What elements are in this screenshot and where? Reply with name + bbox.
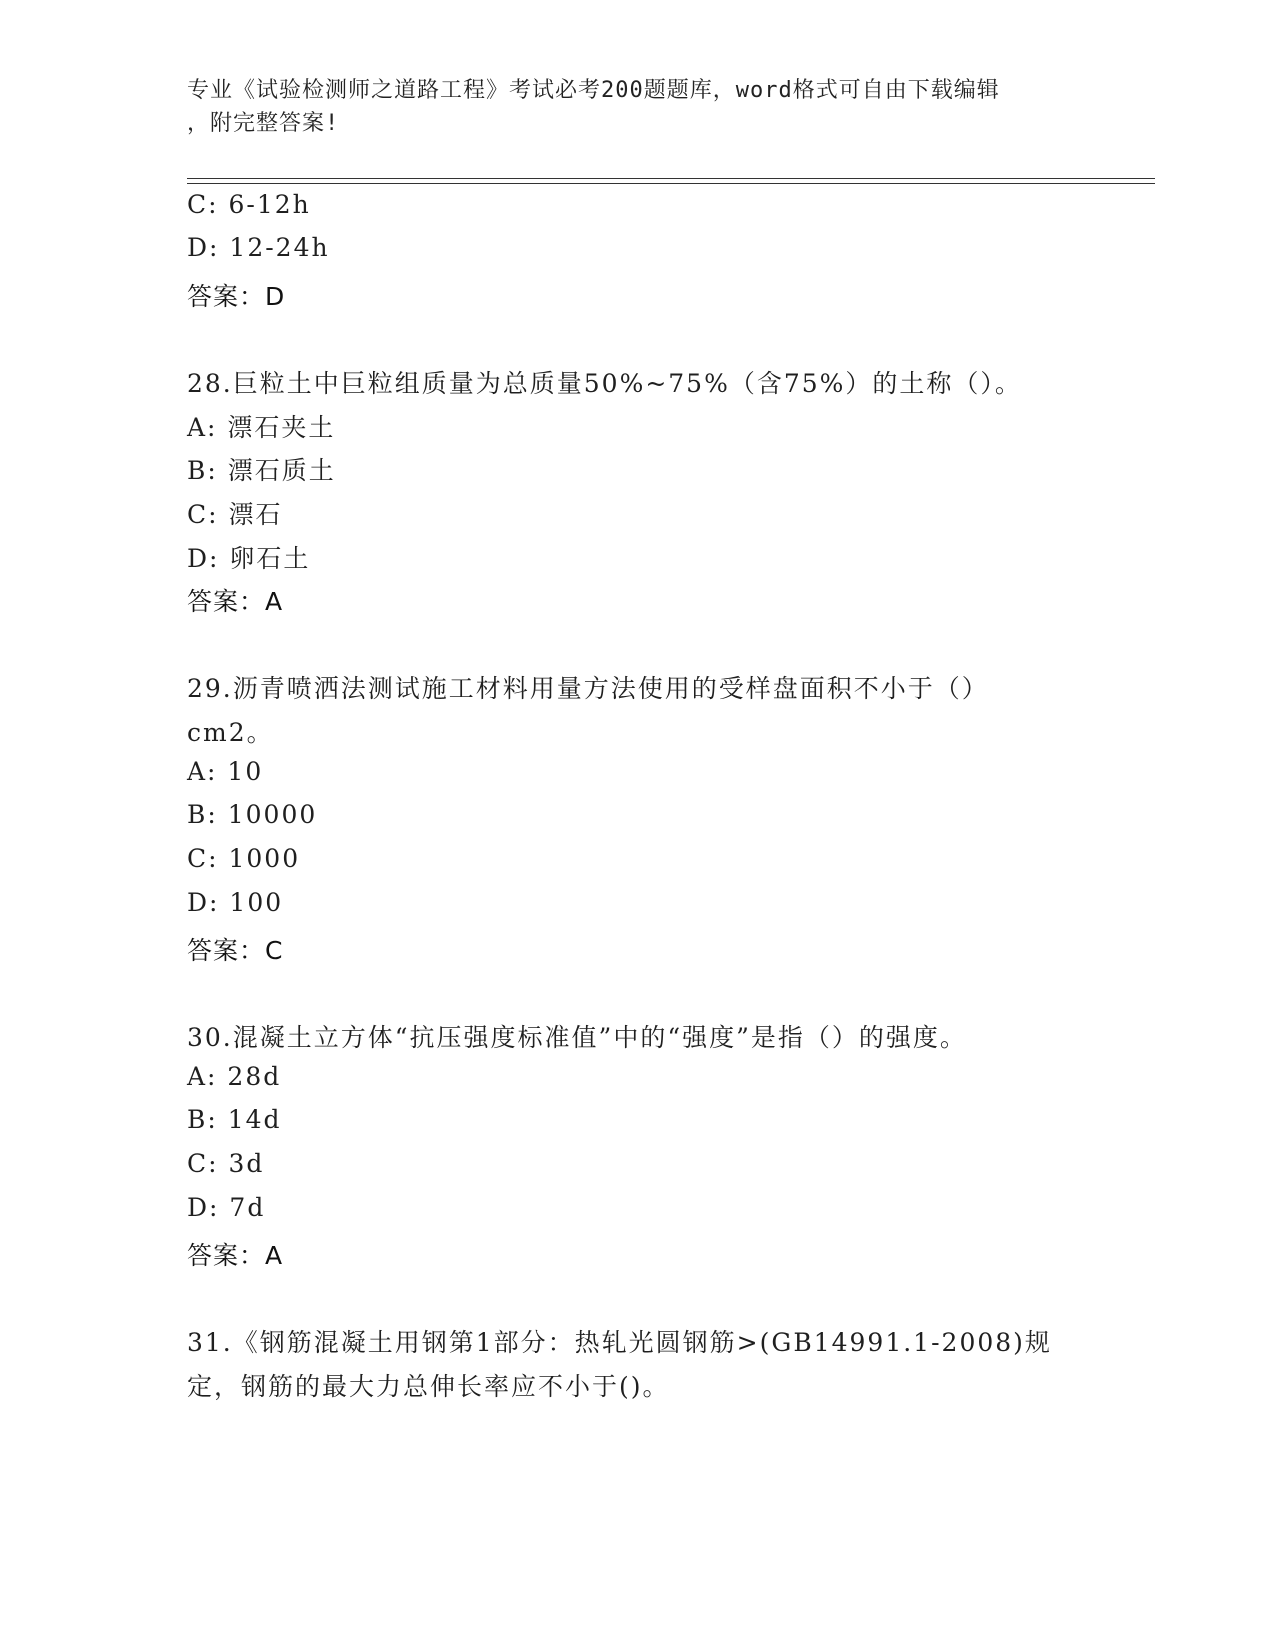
q30-option-a: A: 28d <box>187 1062 282 1091</box>
document-header <box>187 74 1067 140</box>
header-divider-bottom <box>187 183 1155 184</box>
q27-option-c: C: 6-12h <box>187 190 311 219</box>
q28-answer: 答案：A <box>187 587 284 616</box>
q29-stem-line-1: 29.沥青喷洒法测试施工材料用量方法使用的受样盘面积不小于（） <box>187 674 989 703</box>
q31-stem-line-2: 定，钢筋的最大力总伸长率应不小于()。 <box>187 1372 670 1401</box>
q29-option-a: A: 10 <box>187 757 264 786</box>
q30-option-c: C: 3d <box>187 1149 265 1178</box>
q29-option-c: C: 1000 <box>187 844 301 873</box>
q28-option-d: D: 卵石土 <box>187 544 311 573</box>
q29-answer: 答案：C <box>187 936 284 965</box>
header-divider-top <box>187 178 1155 179</box>
header-title-line-2: ，附完整答案! <box>187 111 340 136</box>
q28-option-a: A: 漂石夹土 <box>187 413 336 442</box>
q30-answer: 答案：A <box>187 1241 284 1270</box>
q30-option-b: B: 14d <box>187 1105 282 1134</box>
q31-stem-line-1: 31.《钢筋混凝土用钢第1部分：热轧光圆钢筋>(GB14991.1-2008)规 <box>187 1328 1052 1357</box>
q29-stem-line-2: cm2。 <box>187 718 274 747</box>
q28-option-b: B: 漂石质土 <box>187 456 336 485</box>
q28-option-c: C: 漂石 <box>187 500 283 529</box>
q27-answer: 答案：D <box>187 282 286 311</box>
q29-option-d: D: 100 <box>187 888 284 917</box>
q28-stem: 28.巨粒土中巨粒组质量为总质量50%~75%（含75%）的土称（）。 <box>187 369 1022 398</box>
q29-option-b: B: 10000 <box>187 800 318 829</box>
q27-option-d: D: 12-24h <box>187 233 330 262</box>
q30-stem: 30.混凝土立方体“抗压强度标准值”中的“强度”是指（）的强度。 <box>187 1023 967 1052</box>
header-title-line-1: 专业《试验检测师之道路工程》考试必考200题题库，word格式可自由下载编辑 <box>187 78 1000 103</box>
q30-option-d: D: 7d <box>187 1193 266 1222</box>
